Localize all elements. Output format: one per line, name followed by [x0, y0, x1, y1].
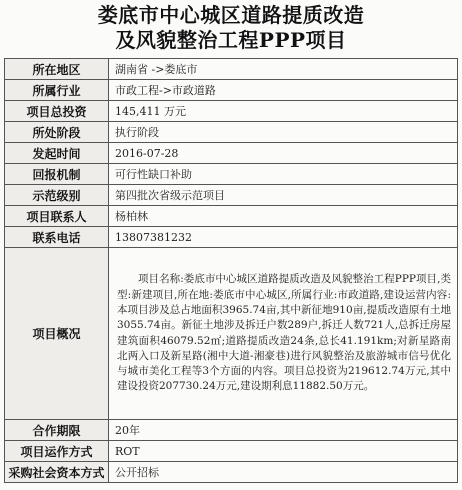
row-label-region: 所在地区 — [5, 59, 109, 80]
table-row — [5, 420, 458, 441]
table-row — [5, 143, 458, 164]
row-label-procurement: 采购社会资本方式 — [5, 462, 109, 483]
page-title — [0, 0, 462, 56]
table-row — [5, 462, 458, 483]
title-line-2: 及风貌整治工程PPP项目 — [115, 28, 347, 52]
row-value-procurement: 公开招标 — [109, 462, 458, 483]
row-label-stage: 所处阶段 — [5, 122, 109, 143]
table-row — [5, 206, 458, 227]
table-row — [5, 164, 458, 185]
table-row — [5, 185, 458, 206]
row-label-total-investment: 项目总投资 — [5, 101, 109, 122]
row-label-phone: 联系电话 — [5, 227, 109, 248]
row-value-return-mechanism: 可行性缺口补助 — [109, 164, 458, 185]
row-value-contact: 杨柏林 — [109, 206, 458, 227]
table-row — [5, 59, 458, 80]
project-info-table — [4, 58, 458, 483]
row-value-stage: 执行阶段 — [109, 122, 458, 143]
row-label-overview: 项目概况 — [5, 248, 109, 420]
row-label-industry: 所属行业 — [5, 80, 109, 101]
table-row-overview — [5, 248, 458, 420]
row-label-start-date: 发起时间 — [5, 143, 109, 164]
row-value-overview: 项目名称:娄底市中心城区道路提质改造及风貌整治工程PPP项目,类型:新建项目,所在地:娄底市中心城区,所属行业:市政道路,建设运营内容:本项目涉及总占地面积3965.74亩,其中新征地910亩,提质改造原有土地3055.74亩。新征土地涉及拆迁户数289户,拆迁人数721人,总拆迁房屋建筑面积46079.52㎡;道路提质改造24条,总长41.191km;对新星路南北两入口及新星路(湘中大道-湘豪巷)进行风貌整治及旅游城市信号优化与城市美化工程等3个方面的内容。项目总投资为219612.74万元,其中建设投资207730.24万元,建设期利息11882.50万元。 — [109, 248, 458, 420]
row-value-industry: 市政工程->市政道路 — [109, 80, 458, 101]
row-label-demo-level: 示范级别 — [5, 185, 109, 206]
row-value-start-date: 2016-07-28 — [109, 143, 458, 164]
row-value-operation-mode: ROT — [109, 441, 458, 462]
row-label-operation-mode: 项目运作方式 — [5, 441, 109, 462]
row-value-phone: 13807381232 — [109, 227, 458, 248]
table-row — [5, 101, 458, 122]
row-value-total-investment: 145,411 万元 — [109, 101, 458, 122]
table-row — [5, 227, 458, 248]
table-row — [5, 441, 458, 462]
row-value-region: 湖南省 ->娄底市 — [109, 59, 458, 80]
row-label-return-mechanism: 回报机制 — [5, 164, 109, 185]
table-row — [5, 80, 458, 101]
row-value-term: 20年 — [109, 420, 458, 441]
row-label-contact: 项目联系人 — [5, 206, 109, 227]
table-row — [5, 122, 458, 143]
title-line-1: 娄底市中心城区道路提质改造 — [97, 3, 365, 27]
row-value-demo-level: 第四批次省级示范项目 — [109, 185, 458, 206]
row-label-term: 合作期限 — [5, 420, 109, 441]
